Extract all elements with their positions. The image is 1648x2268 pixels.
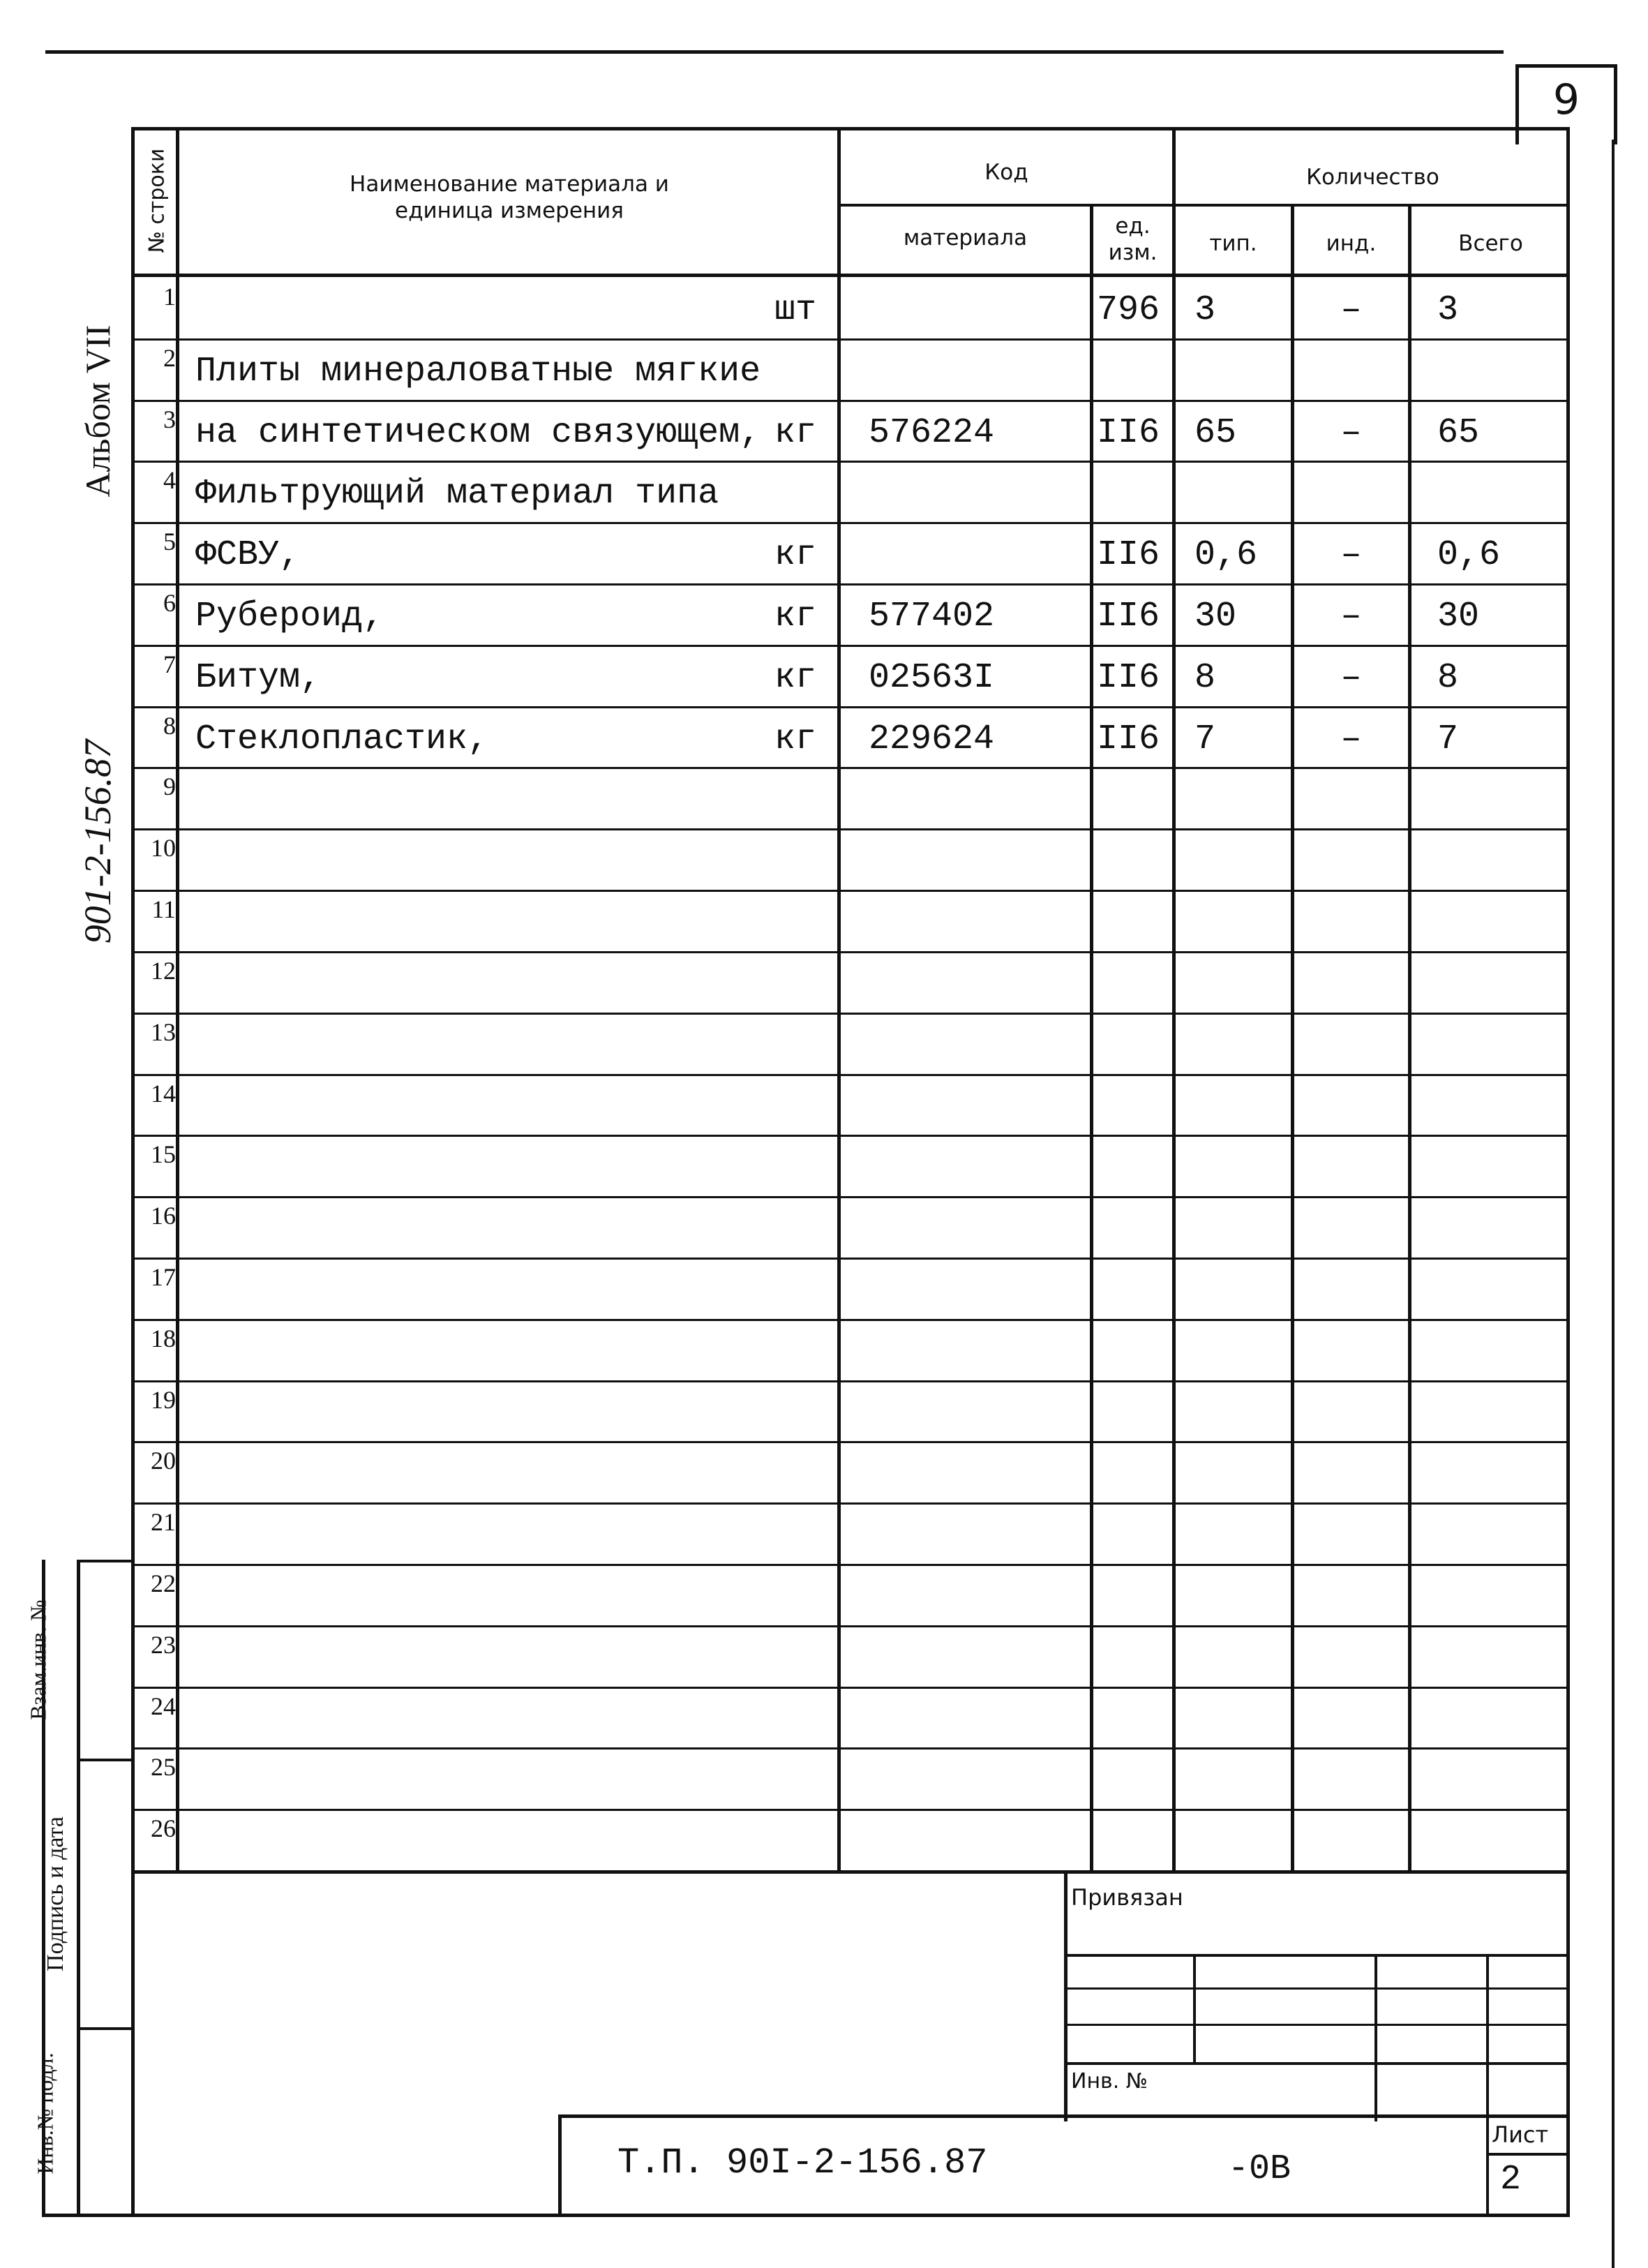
row-number: 25 xyxy=(151,1753,176,1782)
row-cell-ucode: 796 xyxy=(1097,290,1160,330)
row-divider xyxy=(131,890,1570,892)
document-code: Т.П. 90I-2-156.87 xyxy=(617,2142,988,2184)
row-cell-total: 7 xyxy=(1437,719,1459,759)
row-divider xyxy=(131,1258,1570,1260)
row-cell-ucode: II6 xyxy=(1097,657,1160,698)
row-cell-unit: кг xyxy=(774,719,816,759)
row-number: 23 xyxy=(151,1630,176,1659)
page-number: 9 xyxy=(1552,75,1580,124)
row-cell-unit: кг xyxy=(774,535,816,576)
row-divider xyxy=(131,645,1570,647)
header-row-number: № строки xyxy=(144,148,170,253)
row-cell-unit: кг xyxy=(774,412,816,453)
header-qty-total: Всего xyxy=(1458,231,1523,256)
row-divider xyxy=(131,1809,1570,1811)
row-number: 17 xyxy=(151,1262,176,1291)
row-cell-total: 65 xyxy=(1437,412,1480,453)
sheet-label: Лист xyxy=(1492,2121,1549,2148)
row-number: 16 xyxy=(151,1202,176,1230)
row-divider xyxy=(131,1013,1570,1015)
row-number: 7 xyxy=(163,650,176,678)
row-cell-typ: 30 xyxy=(1194,596,1237,636)
document-suffix: -0В xyxy=(1228,2149,1291,2189)
row-cell-unit: шт xyxy=(774,290,816,330)
row-cell-code: 577402 xyxy=(869,596,995,636)
row-cell-typ: 3 xyxy=(1194,290,1216,330)
row-number: 24 xyxy=(151,1692,176,1720)
row-divider xyxy=(131,767,1570,769)
row-divider xyxy=(131,1747,1570,1750)
row-number: 9 xyxy=(163,773,176,801)
row-number: 2 xyxy=(163,343,176,372)
row-number: 8 xyxy=(163,711,176,740)
header-material-name: Наименование материала и единица измерения xyxy=(350,172,669,223)
header-qty-typ: тип. xyxy=(1209,231,1257,256)
row-divider xyxy=(131,1074,1570,1076)
row-number: 13 xyxy=(151,1017,176,1046)
row-divider xyxy=(131,706,1570,708)
row-number: 10 xyxy=(151,834,176,863)
row-number: 22 xyxy=(151,1569,176,1597)
row-cell-ind: – xyxy=(1340,412,1362,453)
row-cell-typ: 8 xyxy=(1194,657,1216,698)
row-cell-name: Битум, xyxy=(195,657,322,698)
row-cell-ind: – xyxy=(1340,719,1362,759)
row-number: 1 xyxy=(163,283,176,311)
row-cell-ucode: II6 xyxy=(1097,412,1160,453)
row-divider xyxy=(131,1380,1570,1382)
row-divider xyxy=(131,583,1570,585)
row-number: 12 xyxy=(151,956,176,985)
row-cell-ucode: II6 xyxy=(1097,535,1160,576)
header-code-unit: ед. изм. xyxy=(1108,214,1158,265)
row-divider xyxy=(131,1135,1570,1137)
row-cell-typ: 0,6 xyxy=(1194,535,1258,576)
header-quantity: Количество xyxy=(1306,165,1439,190)
row-cell-name: Плиты минераловатные мягкие xyxy=(195,351,761,391)
row-divider xyxy=(131,1196,1570,1198)
row-divider xyxy=(131,828,1570,830)
row-cell-total: 3 xyxy=(1437,290,1459,330)
row-divider xyxy=(131,1625,1570,1627)
inv-podl-label: Инв.№ подл. xyxy=(32,2052,58,2174)
row-cell-total: 8 xyxy=(1437,657,1459,698)
privyazan-label: Привязан xyxy=(1071,1884,1183,1911)
row-divider xyxy=(131,461,1570,463)
row-cell-name: Фильтрующий материал типа xyxy=(195,474,719,514)
row-number: 20 xyxy=(151,1447,176,1475)
row-cell-ind: – xyxy=(1340,290,1362,330)
row-cell-unit: кг xyxy=(774,657,816,698)
row-number: 18 xyxy=(151,1324,176,1352)
row-cell-name: на синтетическом связующем, xyxy=(195,412,761,453)
row-cell-ind: – xyxy=(1340,596,1362,636)
row-number: 21 xyxy=(151,1508,176,1537)
vzam-inv-label: Взам.инв. № xyxy=(25,1599,51,1720)
row-number: 14 xyxy=(151,1079,176,1107)
row-cell-unit: кг xyxy=(774,596,816,636)
row-cell-typ: 7 xyxy=(1194,719,1216,759)
row-divider xyxy=(131,1502,1570,1505)
row-cell-code: 576224 xyxy=(869,412,995,453)
row-cell-name: Рубероид, xyxy=(195,596,384,636)
row-number: 15 xyxy=(151,1140,176,1169)
row-cell-code: 229624 xyxy=(869,719,995,759)
row-cell-name: ФСВУ, xyxy=(195,535,301,576)
row-number: 4 xyxy=(163,466,176,495)
row-divider xyxy=(131,338,1570,341)
podpis-data-label: Подпись и дата xyxy=(43,1816,68,1971)
row-divider xyxy=(131,1441,1570,1443)
album-label: Альбом VII xyxy=(78,324,117,498)
row-number: 26 xyxy=(151,1814,176,1843)
row-number: 3 xyxy=(163,405,176,433)
project-code-handwritten: 901-2-156.87 xyxy=(77,739,119,944)
row-divider xyxy=(131,522,1570,524)
row-number: 11 xyxy=(151,895,176,924)
sheet-number: 2 xyxy=(1500,2160,1522,2200)
row-cell-ind: – xyxy=(1340,657,1362,698)
row-divider xyxy=(131,1687,1570,1689)
row-divider xyxy=(131,951,1570,953)
row-cell-total: 30 xyxy=(1437,596,1480,636)
row-divider xyxy=(131,1319,1570,1321)
row-number: 19 xyxy=(151,1385,176,1414)
row-divider xyxy=(131,1564,1570,1566)
row-cell-ucode: II6 xyxy=(1097,596,1160,636)
row-cell-code: 02563I xyxy=(869,657,995,698)
header-qty-ind: инд. xyxy=(1326,231,1377,256)
header-code: Код xyxy=(984,160,1028,185)
row-cell-typ: 65 xyxy=(1194,412,1237,453)
row-cell-ucode: II6 xyxy=(1097,719,1160,759)
row-cell-name: Стеклопластик, xyxy=(195,719,489,759)
row-cell-ind: – xyxy=(1340,535,1362,576)
row-number: 5 xyxy=(163,528,176,556)
row-divider xyxy=(131,400,1570,402)
row-cell-total: 0,6 xyxy=(1437,535,1501,576)
inv-no-label: Инв. № xyxy=(1071,2069,1148,2094)
row-number: 6 xyxy=(163,589,176,618)
header-code-material: материала xyxy=(903,225,1028,251)
